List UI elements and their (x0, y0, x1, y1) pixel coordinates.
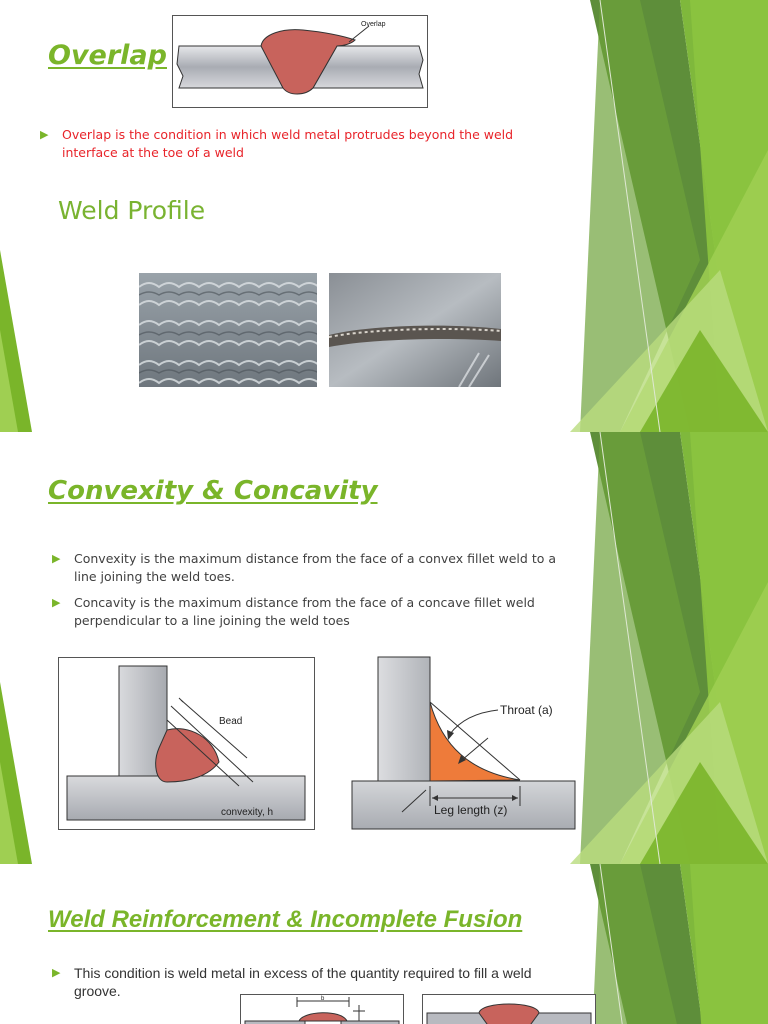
reinforcement-diagram-left (240, 994, 404, 1024)
slide-overlap (0, 0, 768, 432)
overlap-diagram (172, 15, 428, 108)
concavity-diagram (350, 656, 578, 832)
bullet-text: Overlap is the condition in which weld metal protrudes beyond the weld interface at the toe of a weld (62, 127, 514, 160)
dimension-b-label: b (321, 996, 325, 1002)
bullet-arrow-icon: ▶ (52, 552, 61, 565)
bullet-item (52, 550, 582, 586)
reinforcement-diagram-right (422, 994, 596, 1024)
slide-convexity-concavity (0, 432, 768, 864)
slide-weld-reinforcement (0, 864, 768, 1024)
bullet-text: Concavity is the maximum distance from the face of a concave fillet weld perpendicular to a line joining the weld toes (74, 595, 535, 628)
overlap-label: Overlap (361, 21, 386, 28)
bullet-item (52, 594, 582, 630)
throat-label: Throat (a) (500, 703, 553, 717)
bullet-arrow-icon: ▶ (52, 596, 61, 609)
slide-title: Weld Reinforcement & Incomplete Fusion (48, 906, 523, 933)
slide-title: Convexity & Concavity (48, 476, 378, 506)
bullet-text: This condition is weld metal in excess of the quantity required to fill a weld groove. (74, 965, 532, 999)
convexity-diagram (58, 657, 315, 830)
bullet-arrow-icon: ▶ (40, 128, 49, 141)
convexity-label: convexity, h (221, 807, 274, 818)
bead-label: Bead (219, 716, 243, 727)
section-subtitle: Weld Profile (58, 196, 206, 225)
weld-photo-bead (329, 273, 501, 387)
leg-length-label: Leg length (z) (434, 803, 508, 817)
overlap-illustration (173, 16, 427, 107)
bullet-item (40, 126, 540, 162)
weld-photo-ripples (139, 273, 317, 387)
slide-title: Overlap (48, 40, 167, 71)
bullet-text: Convexity is the maximum distance from the face of a convex fillet weld to a line joining the weld toes. (74, 551, 556, 584)
bullet-arrow-icon: ▶ (52, 966, 61, 979)
